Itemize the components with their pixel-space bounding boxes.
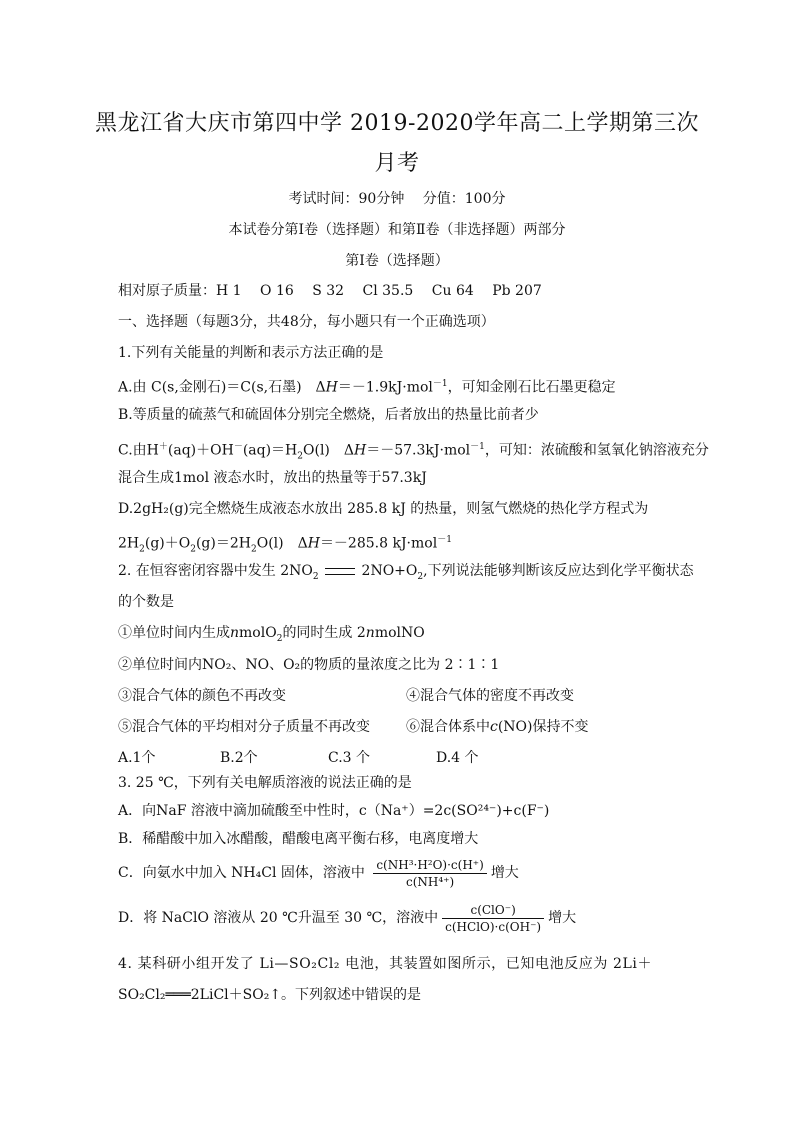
q1-c-mid2: (aq)＝H [242, 442, 298, 459]
q2-statement-5: ⑤混合气体的平均相对分子质量不再改变 [118, 719, 370, 735]
q1-c-post: ，可知：浓硫酸和氢氧化钠溶液充分 [484, 442, 709, 459]
q3-d-post: 增大 [548, 910, 577, 926]
q2-options [118, 748, 684, 768]
q2-option-d: D.4 个 [436, 750, 479, 766]
q2-statement-1: ①单位时间内生成nmolO$_2$的同时生成 2nmolNO [118, 625, 425, 644]
exam-parts: 本试卷分第Ⅰ卷（选择题）和第Ⅱ卷（非选择题）两部分 [228, 222, 566, 238]
q2-stem-line2: 的个数是 [118, 594, 174, 610]
q3-option-c [118, 852, 684, 894]
q3-option-a: A．向NaF 溶液中滴加硫酸至中性时，c（Na⁺）=2c(SO²⁴⁻)+c(F⁻) [118, 803, 550, 819]
q2-statements-5-6 [118, 717, 684, 737]
part1-heading: 一、选择题（每题3分，共48分，每小题只有一个正确选项） [118, 314, 495, 330]
q1-c-mid3: O(l) Δ [303, 442, 355, 459]
q4-stem-line1: 4. 某科研小组开发了 Li—SO₂Cl₂ 电池，其装置如图所示，已知电池反应为 2Li＋ [118, 956, 653, 972]
q2-s6-a: ⑥混合体系中 [406, 719, 490, 735]
q3-stem: 3. 25 ℃，下列有关电解质溶液的说法正确的是 [118, 775, 412, 791]
q2-s1-c: 的同时生成 2 [282, 625, 366, 641]
q1-d-c: (g)＝2H [195, 535, 251, 552]
q2-statements-3-4 [118, 686, 684, 706]
q1-option-d: D.2gH₂(g)完全燃烧生成液态水放出 285.8 kJ 的热量，则氢气燃烧的热化学方程式为 [118, 501, 649, 517]
q4-stem-line2: SO₂Cl₂═══2LiCl＋SO₂↑。下列叙述中错误的是 [118, 987, 422, 1003]
q2-stem-b: 2NO+O [361, 563, 418, 579]
q1-a-post: ，可知金刚石比石墨更稳定 [447, 379, 616, 396]
q1-option-c: C.由$H^+(aq)+OH^-(aq)=H_2O(l)$ ΔH＝－57.3kJ·mol$^{-1}$，可知：浓硫酸和氢氧化钠溶液充分 [118, 442, 709, 462]
q1-d-a: 2H [118, 535, 140, 552]
q2-statement-2: ②单位时间内NO₂、NO、O₂的物质的量浓度之比为 2∶1∶1 [118, 657, 500, 673]
q2-statement-4: ④混合气体的密度不再改变 [406, 688, 574, 704]
q1-d-d: O(l) Δ [256, 535, 308, 552]
q1-option-a: A.由 C(s,金刚石)＝C(s,石墨) ΔH＝－1.9kJ·mol$^{-1}$，可知金刚石比石墨更稳定 [118, 379, 616, 396]
q3-option-d [118, 897, 684, 939]
atomic-masses: 相对原子质量：H 1 O 16 S 32 Cl 35.5 Cu 64 Pb 207 [118, 283, 542, 299]
q1-c-pre: C.由H [118, 442, 159, 459]
q2-statement-3: ③混合气体的颜色不再改变 [118, 688, 286, 704]
q1-option-d-equation: $2H_2(g)+O_2(g)=2H_2O(l)$ ΔH＝－285.8 kJ·mol$^{-1}$ [118, 535, 452, 555]
q2-s1-a: ①单位时间内生成 [118, 625, 230, 641]
q3-d-numerator: c(ClO⁻) [442, 902, 544, 919]
q3-c-pre: C．向氨水中加入 NH₄Cl 固体，溶液中 [118, 865, 365, 881]
q1-d-b: (g)＋O [144, 535, 191, 552]
section-title: 第Ⅰ卷（选择题） [345, 253, 449, 269]
q2-s1-b: molO [239, 625, 277, 641]
q1-option-b: B.等质量的硫蒸气和硫固体分别完全燃烧，后者放出的热量比前者少 [118, 407, 539, 423]
q2-statement-6: ⑥混合体系中c(NO)保持不变 [406, 719, 589, 735]
q2-option-a: A.1个 [118, 750, 156, 766]
q3-d-denominator: c(HClO)·c(OH⁻) [445, 919, 542, 934]
q3-d-fraction [442, 902, 544, 935]
q2-option-c: C.3 个 [328, 750, 371, 766]
q3-option-b: B．稀醋酸中加入冰醋酸，醋酸电离平衡右移，电离度增大 [118, 831, 479, 847]
q1-c-mid1: (aq)＋OH [167, 442, 234, 459]
q1-d-h: H [307, 535, 320, 552]
q2-stem: 2. 在恒容密闭容器中发生 $2NO_2$ $2NO+O_2$,下列说法能够判断该反应达到化学平衡状态 [118, 563, 694, 582]
q1-stem: 1.下列有关能量的判断和表示方法正确的是 [118, 345, 384, 361]
q2-option-b: B.2个 [220, 750, 258, 766]
q1-c-h: H [354, 442, 367, 459]
q1-d-e: ＝－285.8 kJ·mol [319, 535, 438, 552]
q2-stem-a: 2. 在恒容密闭容器中发生 2NO [118, 563, 313, 579]
q1-c-val: ＝－57.3kJ·mol [366, 442, 471, 459]
q2-stem-c: ,下列说法能够判断该反应达到化学平衡状态 [423, 563, 694, 579]
q3-c-fraction [373, 857, 486, 890]
q3-c-post: 增大 [490, 865, 519, 881]
q3-c-numerator: c(NH³·H²O)·c(H⁺) [373, 857, 486, 874]
q1-a-val: ＝－1.9kJ·mol [337, 379, 433, 396]
q2-s1-d: molNO [374, 625, 425, 641]
q1-a-h: H [325, 379, 338, 396]
exam-title-line1: 黑龙江省大庆市第四中学 2019-2020学年高二上学期第三次 [95, 111, 699, 136]
q2-s6-b: (NO)保持不变 [497, 719, 589, 735]
exam-title-line2: 月考 [374, 151, 420, 176]
equilibrium-arrow-icon [323, 561, 357, 581]
q3-d-pre: D．将 NaClO 溶液从 20 ℃升温至 30 ℃，溶液中 [118, 910, 439, 926]
exam-time: 考试时间：90分钟 分值：100分 [288, 191, 506, 207]
q1-a-text: A.由 C(s,金刚石)＝C(s,石墨) Δ [118, 379, 326, 396]
q1-option-c-line2: 混合生成1mol 液态水时，放出的热量等于57.3kJ [118, 470, 427, 486]
q3-c-denominator: c(NH⁴⁺) [405, 874, 455, 889]
